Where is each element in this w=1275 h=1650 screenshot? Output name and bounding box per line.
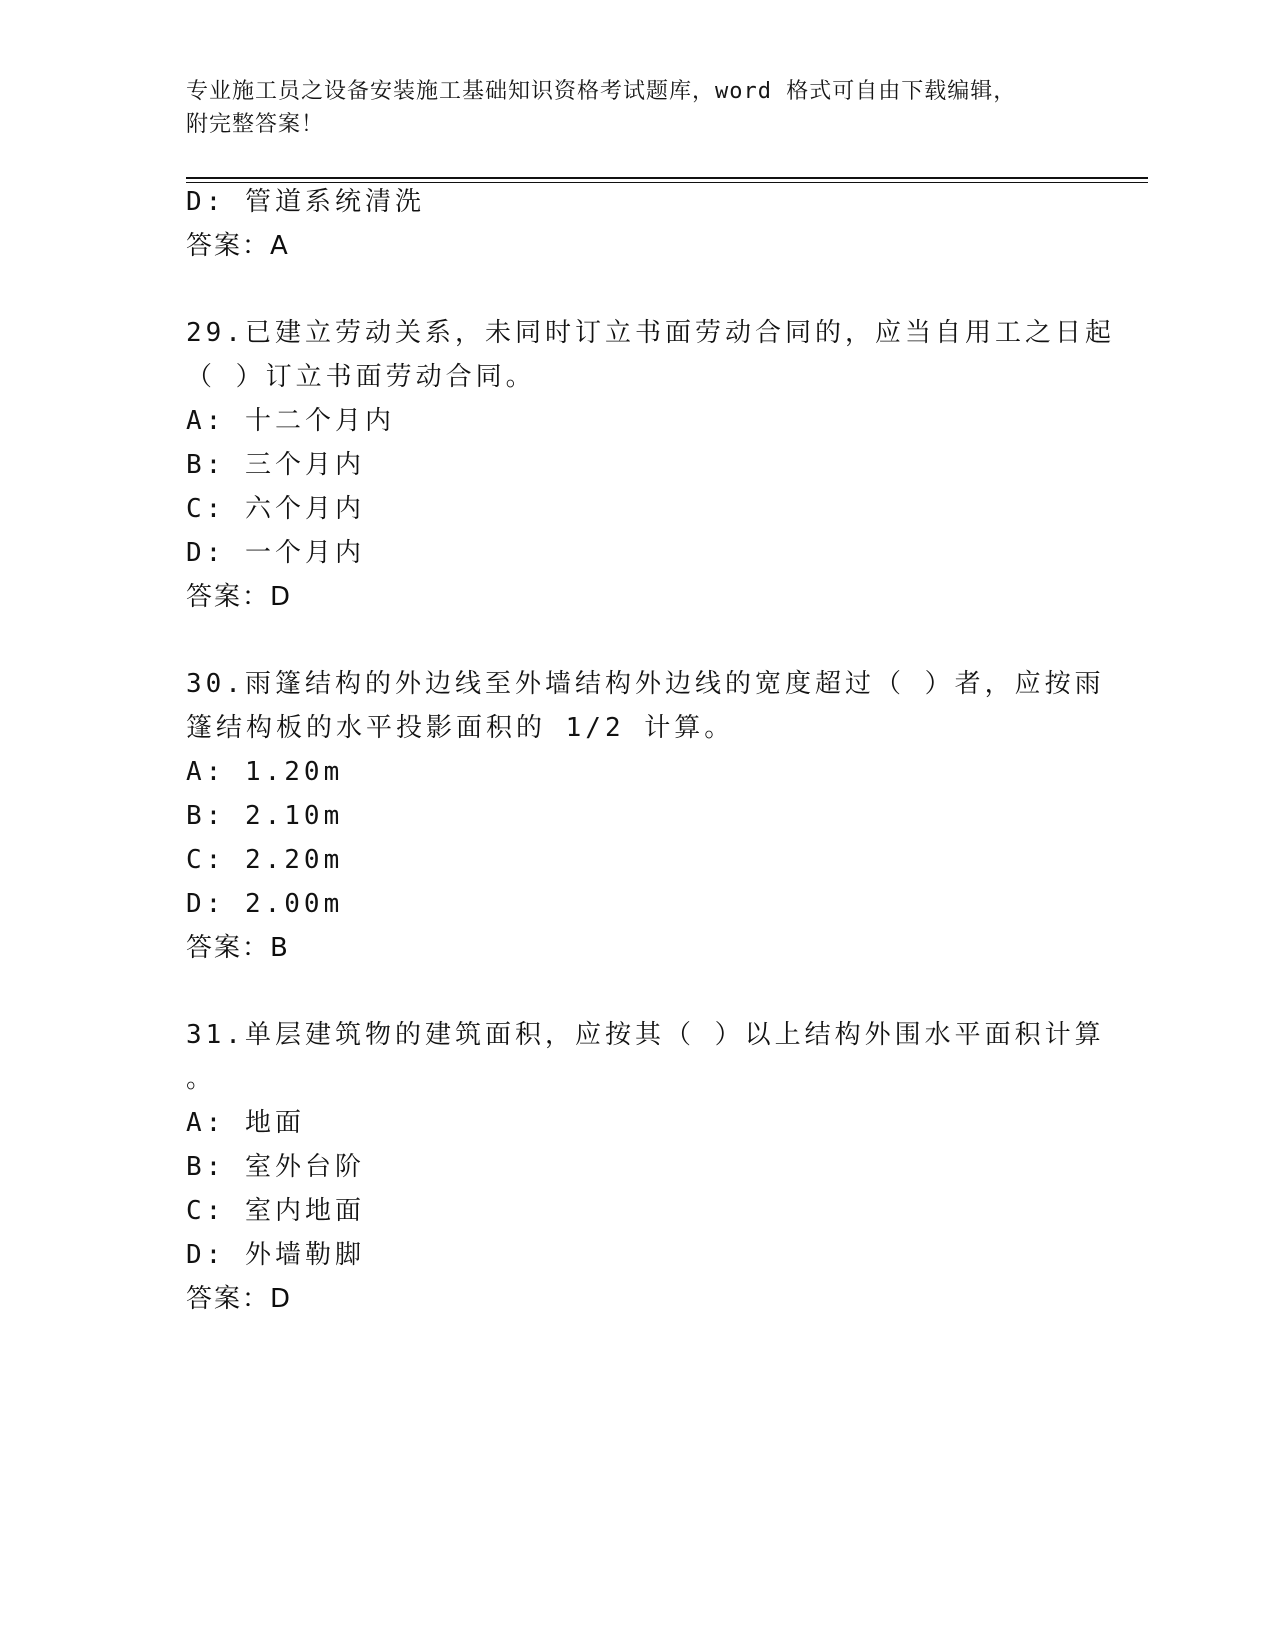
header-title-line-2: 附完整答案！ [186, 112, 325, 137]
answer: 答案：D [186, 582, 293, 612]
option-a: A: 1.20m [186, 757, 344, 787]
option-d: D: 外墙勒脚 [186, 1240, 365, 1270]
option-c: C: 室内地面 [186, 1196, 365, 1226]
question-stem-line-1: 29.已建立劳动关系，未同时订立书面劳动合同的，应当自用工之日起 [186, 318, 1115, 348]
option-b: B: 三个月内 [186, 450, 365, 480]
question-stem-line-2: （ ）订立书面劳动合同。 [186, 362, 536, 392]
answer: 答案：D [186, 1284, 293, 1314]
option-b: B: 室外台阶 [186, 1152, 365, 1182]
prev-question-answer: 答案：A [186, 231, 290, 261]
option-b: B: 2.10m [186, 801, 344, 831]
answer: 答案：B [186, 933, 290, 963]
option-d: D: 一个月内 [186, 538, 365, 568]
question-stem-line-2: 篷结构板的水平投影面积的 1/2 计算。 [186, 713, 735, 743]
option-a: A: 地面 [186, 1108, 305, 1138]
header-title-line-1: 专业施工员之设备安装施工基础知识资格考试题库，word 格式可自由下载编辑， [186, 79, 1017, 104]
document-header [186, 75, 1066, 141]
option-c: C: 2.20m [186, 845, 344, 875]
option-d: D: 2.00m [186, 889, 344, 919]
prev-question-option-d: D: 管道系统清洗 [186, 187, 425, 217]
header-divider-thick [186, 177, 1148, 179]
header-divider-thin [186, 182, 1148, 183]
option-c: C: 六个月内 [186, 494, 365, 524]
option-a: A: 十二个月内 [186, 406, 395, 436]
question-stem-line-2: 。 [186, 1064, 217, 1094]
question-stem-line-1: 30.雨篷结构的外边线至外墙结构外边线的宽度超过（ ）者，应按雨 [186, 669, 1105, 699]
question-stem-line-1: 31.单层建筑物的建筑面积，应按其（ ）以上结构外围水平面积计算 [186, 1020, 1105, 1050]
